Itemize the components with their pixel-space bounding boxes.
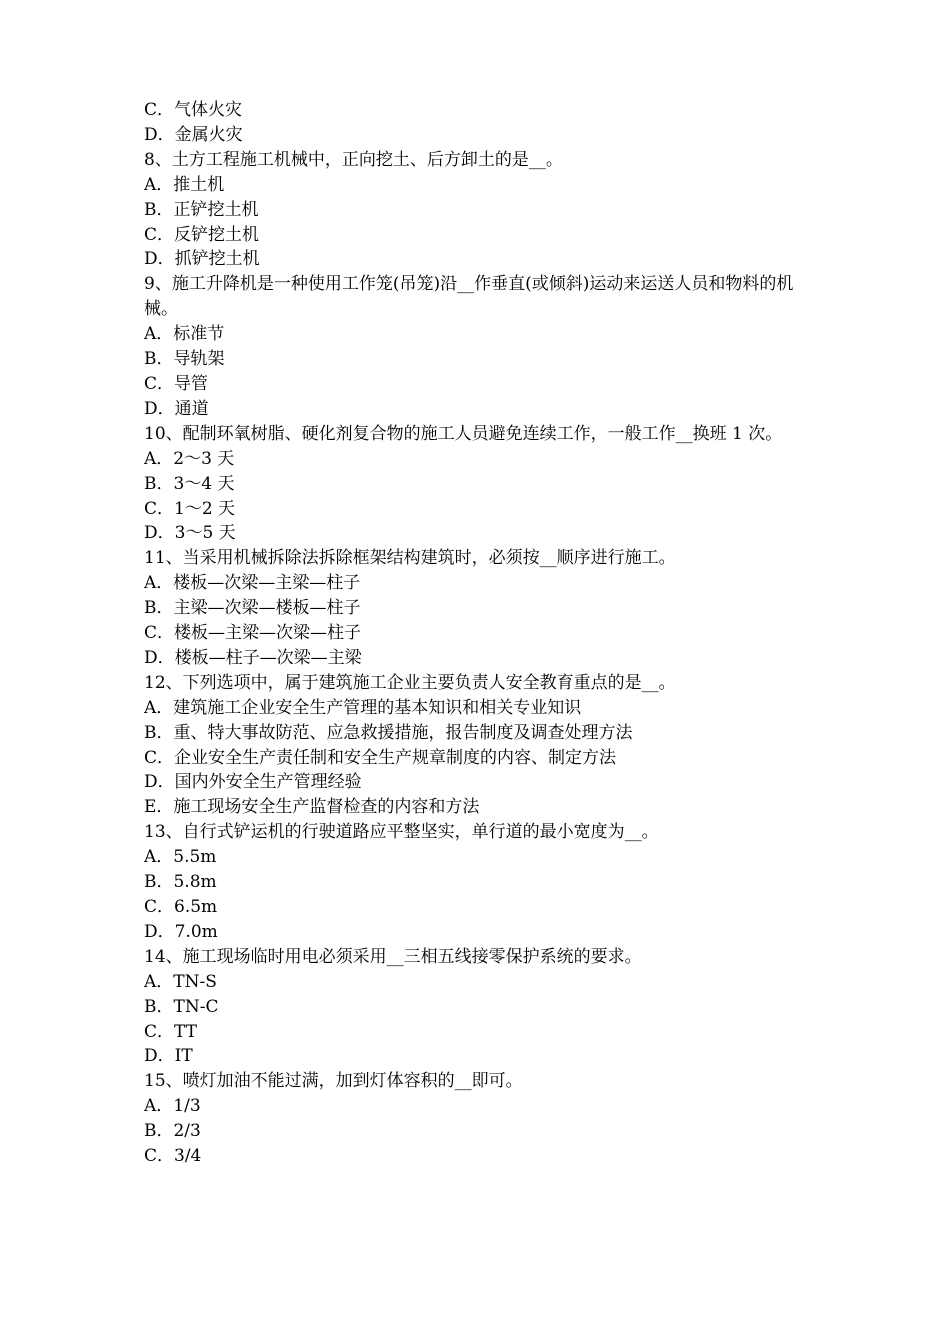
option-line: A．5.5m: [144, 847, 217, 868]
option-line: C．导管: [144, 373, 209, 394]
option-line: C．6.5m: [144, 897, 218, 917]
option-line: E．施工现场安全生产监督检查的内容和方法: [144, 797, 480, 818]
option-line: C．TT: [144, 1021, 198, 1042]
option-line: C．楼板—主梁—次梁—柱子: [144, 623, 362, 644]
option-line: B．5.8m: [144, 872, 217, 893]
question-8: 8、土方工程施工机械中，正向挖土、后方卸土的是__。: [144, 149, 563, 170]
question-10: 10、配制环氧树脂、硬化剂复合物的施工人员避免连续工作，一般工作__换班 1 次。: [144, 423, 783, 444]
option-line: C．1～2 天: [144, 498, 236, 519]
option-line: C．3/4: [144, 1146, 202, 1167]
option-line: A．2～3 天: [144, 448, 235, 469]
option-line: B．正铲挖土机: [144, 199, 259, 220]
document-body: [144, 98, 814, 1169]
option-line: C．企业安全生产责任制和安全生产规章制度的内容、制定方法: [144, 747, 617, 768]
option-line: C．反铲挖土机: [144, 224, 260, 245]
question-11: 11、当采用机械拆除法拆除框架结构建筑时，必须按__顺序进行施工。: [144, 548, 676, 569]
option-line: D．金属火灾: [144, 124, 243, 145]
option-line: D．3～5 天: [144, 523, 236, 544]
option-line: D．7.0m: [144, 921, 218, 942]
option-line: B．重、特大事故防范、应急救援措施，报告制度及调查处理方法: [144, 722, 633, 743]
option-line: B．TN-C: [144, 996, 219, 1017]
option-line: B．3～4 天: [144, 473, 235, 494]
option-line: D．通道: [144, 398, 209, 419]
option-line: A．楼板—次梁—主梁—柱子: [144, 573, 361, 594]
option-line: A．标准节: [144, 324, 225, 345]
question-9: 9、施工升降机是一种使用工作笼(吊笼)沿__作垂直(或倾斜)运动来运送人员和物料的机械。: [144, 274, 794, 320]
option-line: A．TN-S: [144, 971, 217, 992]
question-12: 12、下列选项中，属于建筑施工企业主要负责人安全教育重点的是__。: [144, 672, 676, 693]
option-line: D．楼板—柱子—次梁—主梁: [144, 647, 362, 668]
option-line: A．推土机: [144, 174, 225, 195]
option-line: A．建筑施工企业安全生产管理的基本知识和相关专业知识: [144, 697, 582, 718]
option-line: D．抓铲挖土机: [144, 249, 260, 270]
option-line: D．国内外安全生产管理经验: [144, 772, 362, 793]
option-line: B．2/3: [144, 1121, 201, 1142]
option-line: B．主梁—次梁—楼板—柱子: [144, 598, 361, 619]
question-15: 15、喷灯加油不能过满，加到灯体容积的__即可。: [144, 1071, 523, 1092]
option-line: B．导轨架: [144, 349, 225, 370]
option-line: C．气体火灾: [144, 100, 243, 120]
question-13: 13、自行式铲运机的行驶道路应平整坚实，单行道的最小宽度为__。: [144, 822, 659, 843]
option-line: D．IT: [144, 1046, 193, 1067]
option-line: A．1/3: [144, 1096, 201, 1117]
question-14: 14、施工现场临时用电必须采用__三相五线接零保护系统的要求。: [144, 946, 642, 967]
